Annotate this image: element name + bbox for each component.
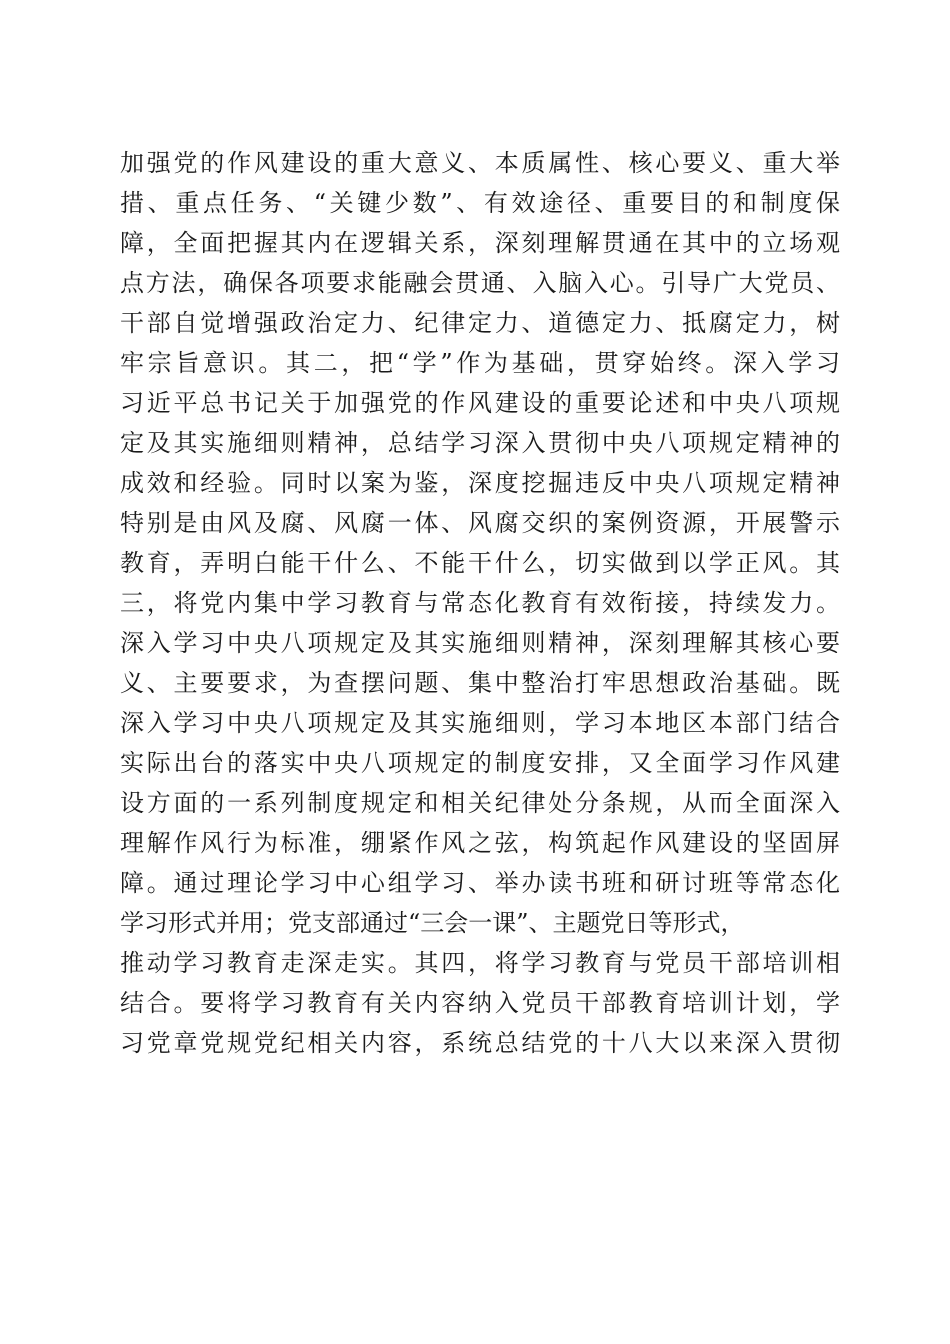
- text-line: 点方法，确保各项要求能融会贯通、入脑入心。引导广大党员、: [120, 269, 840, 297]
- text-line: 设方面的一系列制度规定和相关纪律处分条规，从而全面深入: [120, 789, 840, 817]
- text-line: 推动学习教育走深走实。其四，将学习教育与党员干部培训相: [120, 949, 840, 977]
- text-line: 义、主要要求，为查摆问题、集中整治打牢思想政治基础。既: [120, 669, 840, 697]
- text-line: 牢宗旨意识。其二，把“学”作为基础，贯穿始终。深入学习: [120, 349, 840, 377]
- text-line: 学习形式并用；党支部通过“三会一课”、主题党日等形式，: [120, 909, 745, 937]
- text-line: 三，将党内集中学习教育与常态化教育有效衔接，持续发力。: [120, 589, 840, 617]
- text-line: 特别是由风及腐、风腐一体、风腐交织的案例资源，开展警示: [120, 509, 840, 537]
- text-line: 理解作风行为标准，绷紧作风之弦，构筑起作风建设的坚固屏: [120, 829, 840, 857]
- text-line: 障，全面把握其内在逻辑关系，深刻理解贯通在其中的立场观: [120, 229, 840, 257]
- text-line: 结合。要将学习教育有关内容纳入党员干部教育培训计划，学: [120, 989, 840, 1017]
- text-line: 干部自觉增强政治定力、纪律定力、道德定力、抵腐定力，树: [120, 309, 840, 337]
- text-line: 障。通过理论学习中心组学习、举办读书班和研讨班等常态化: [120, 869, 840, 897]
- text-line: 深入学习中央八项规定及其实施细则，学习本地区本部门结合: [120, 709, 840, 737]
- text-line: 教育，弄明白能干什么、不能干什么，切实做到以学正风。其: [120, 549, 840, 577]
- text-line: 定及其实施细则精神，总结学习深入贯彻中央八项规定精神的: [120, 429, 840, 457]
- text-line: 习近平总书记关于加强党的作风建设的重要论述和中央八项规: [120, 389, 840, 417]
- text-line: 措、重点任务、“关键少数”、有效途径、重要目的和制度保: [120, 189, 840, 217]
- text-line: 习党章党规党纪相关内容，系统总结党的十八大以来深入贯彻: [120, 1029, 840, 1057]
- text-line: 成效和经验。同时以案为鉴，深度挖掘违反中央八项规定精神: [120, 469, 840, 497]
- body-text: [120, 143, 840, 1063]
- text-line: 深入学习中央八项规定及其实施细则精神，深刻理解其核心要: [120, 629, 840, 657]
- text-line: 加强党的作风建设的重大意义、本质属性、核心要义、重大举: [120, 149, 840, 177]
- text-line: 实际出台的落实中央八项规定的制度安排，又全面学习作风建: [120, 749, 840, 777]
